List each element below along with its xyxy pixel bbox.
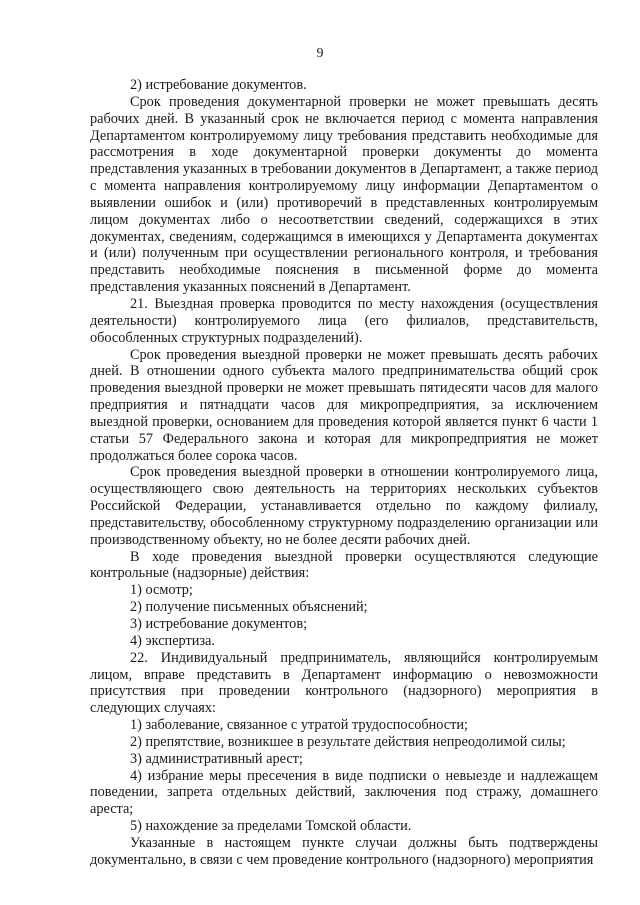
paragraph: Срок проведения выездной проверки в отношении контролируемого лица, осуществляющего свою деятельность на территориях нескольких субъектов Российской Федерации, устанавливается отдельно по каждому филиалу, представительству, обособленному структурному подразделению организации или производственному объекту, но не более десяти рабочих дней. [90, 464, 598, 548]
paragraph: 22. Индивидуальный предприниматель, являющийся контролируемым лицом, вправе представить в Департамент информацию о невозможности присутствия при проведении контрольного (надзорного) мероприятия в следующих случаях: [90, 649, 598, 717]
paragraph: Срок проведения выездной проверки не может превышать десять рабочих дней. В отношении одного субъекта малого предпринимательства общий срок проведения выездной проверки не может превышать пятидесяти часов для малого предприятия и пятнадцати часов для микропредприятия, за исключением выездной проверки, основанием для проведения которой является пункт 6 части 1 статьи 57 Федерального закона и которая для микропредприятия не может продолжаться более сорока часов. [90, 346, 598, 464]
document-body [90, 77, 598, 869]
list-item: 2) получение письменных объяснений; [130, 599, 368, 616]
paragraph: Срок проведения документарной проверки не может превышать десять рабочих дней. В указанный срок не включается период с момента направления Департаментом контролируемому лицу требования представить необходимые для рассмотрения в ходе документарной проверки документы до момента представления указанных в требовании документов в Департамент, а также период с момента направления контролируемому лицу информации Департаментом о выявлении ошибок и (или) противоречий в представленных контролируемым лицом документах либо о несоответствии сведений, содержащихся в этих документах, сведениям, содержащимся в имеющихся у Департамента документах и (или) полученным при осуществлении регионального контроля, и требования представить необходимые пояснения в письменной форме до момента представления указанных пояснений в Департамент. [90, 93, 598, 296]
list-item: 4) экспертиза. [130, 632, 215, 649]
paragraph: 21. Выездная проверка проводится по месту нахождения (осуществления деятельности) контролируемого лица (его филиалов, представительств, обособленных структурных подразделений). [90, 295, 598, 346]
list-item: 2) препятствие, возникшее в результате действия непреодолимой силы; [130, 733, 566, 750]
list-item: 3) административный арест; [130, 750, 303, 767]
list-item: 5) нахождение за пределами Томской области. [130, 818, 412, 835]
paragraph: В ходе проведения выездной проверки осуществляются следующие контрольные (надзорные) действия: [90, 548, 598, 582]
paragraph: 2) истребование документов. [130, 77, 307, 93]
page-number: 9 [316, 46, 324, 61]
list-item: 3) истребование документов; [130, 616, 308, 632]
list-item: 1) осмотр; [130, 582, 193, 599]
paragraph: Указанные в настоящем пункте случаи должны быть подтверждены документально, в связи с чем проведение контрольного (надзорного) мероприятия [90, 834, 598, 868]
list-item: 4) избрание меры пресечения в виде подписки о невыезде и надлежащем поведении, запрета отдельных действий, заключения под стражу, домашнего ареста; [90, 767, 598, 818]
list-item: 1) заболевание, связанное с утратой трудоспособности; [130, 717, 469, 734]
